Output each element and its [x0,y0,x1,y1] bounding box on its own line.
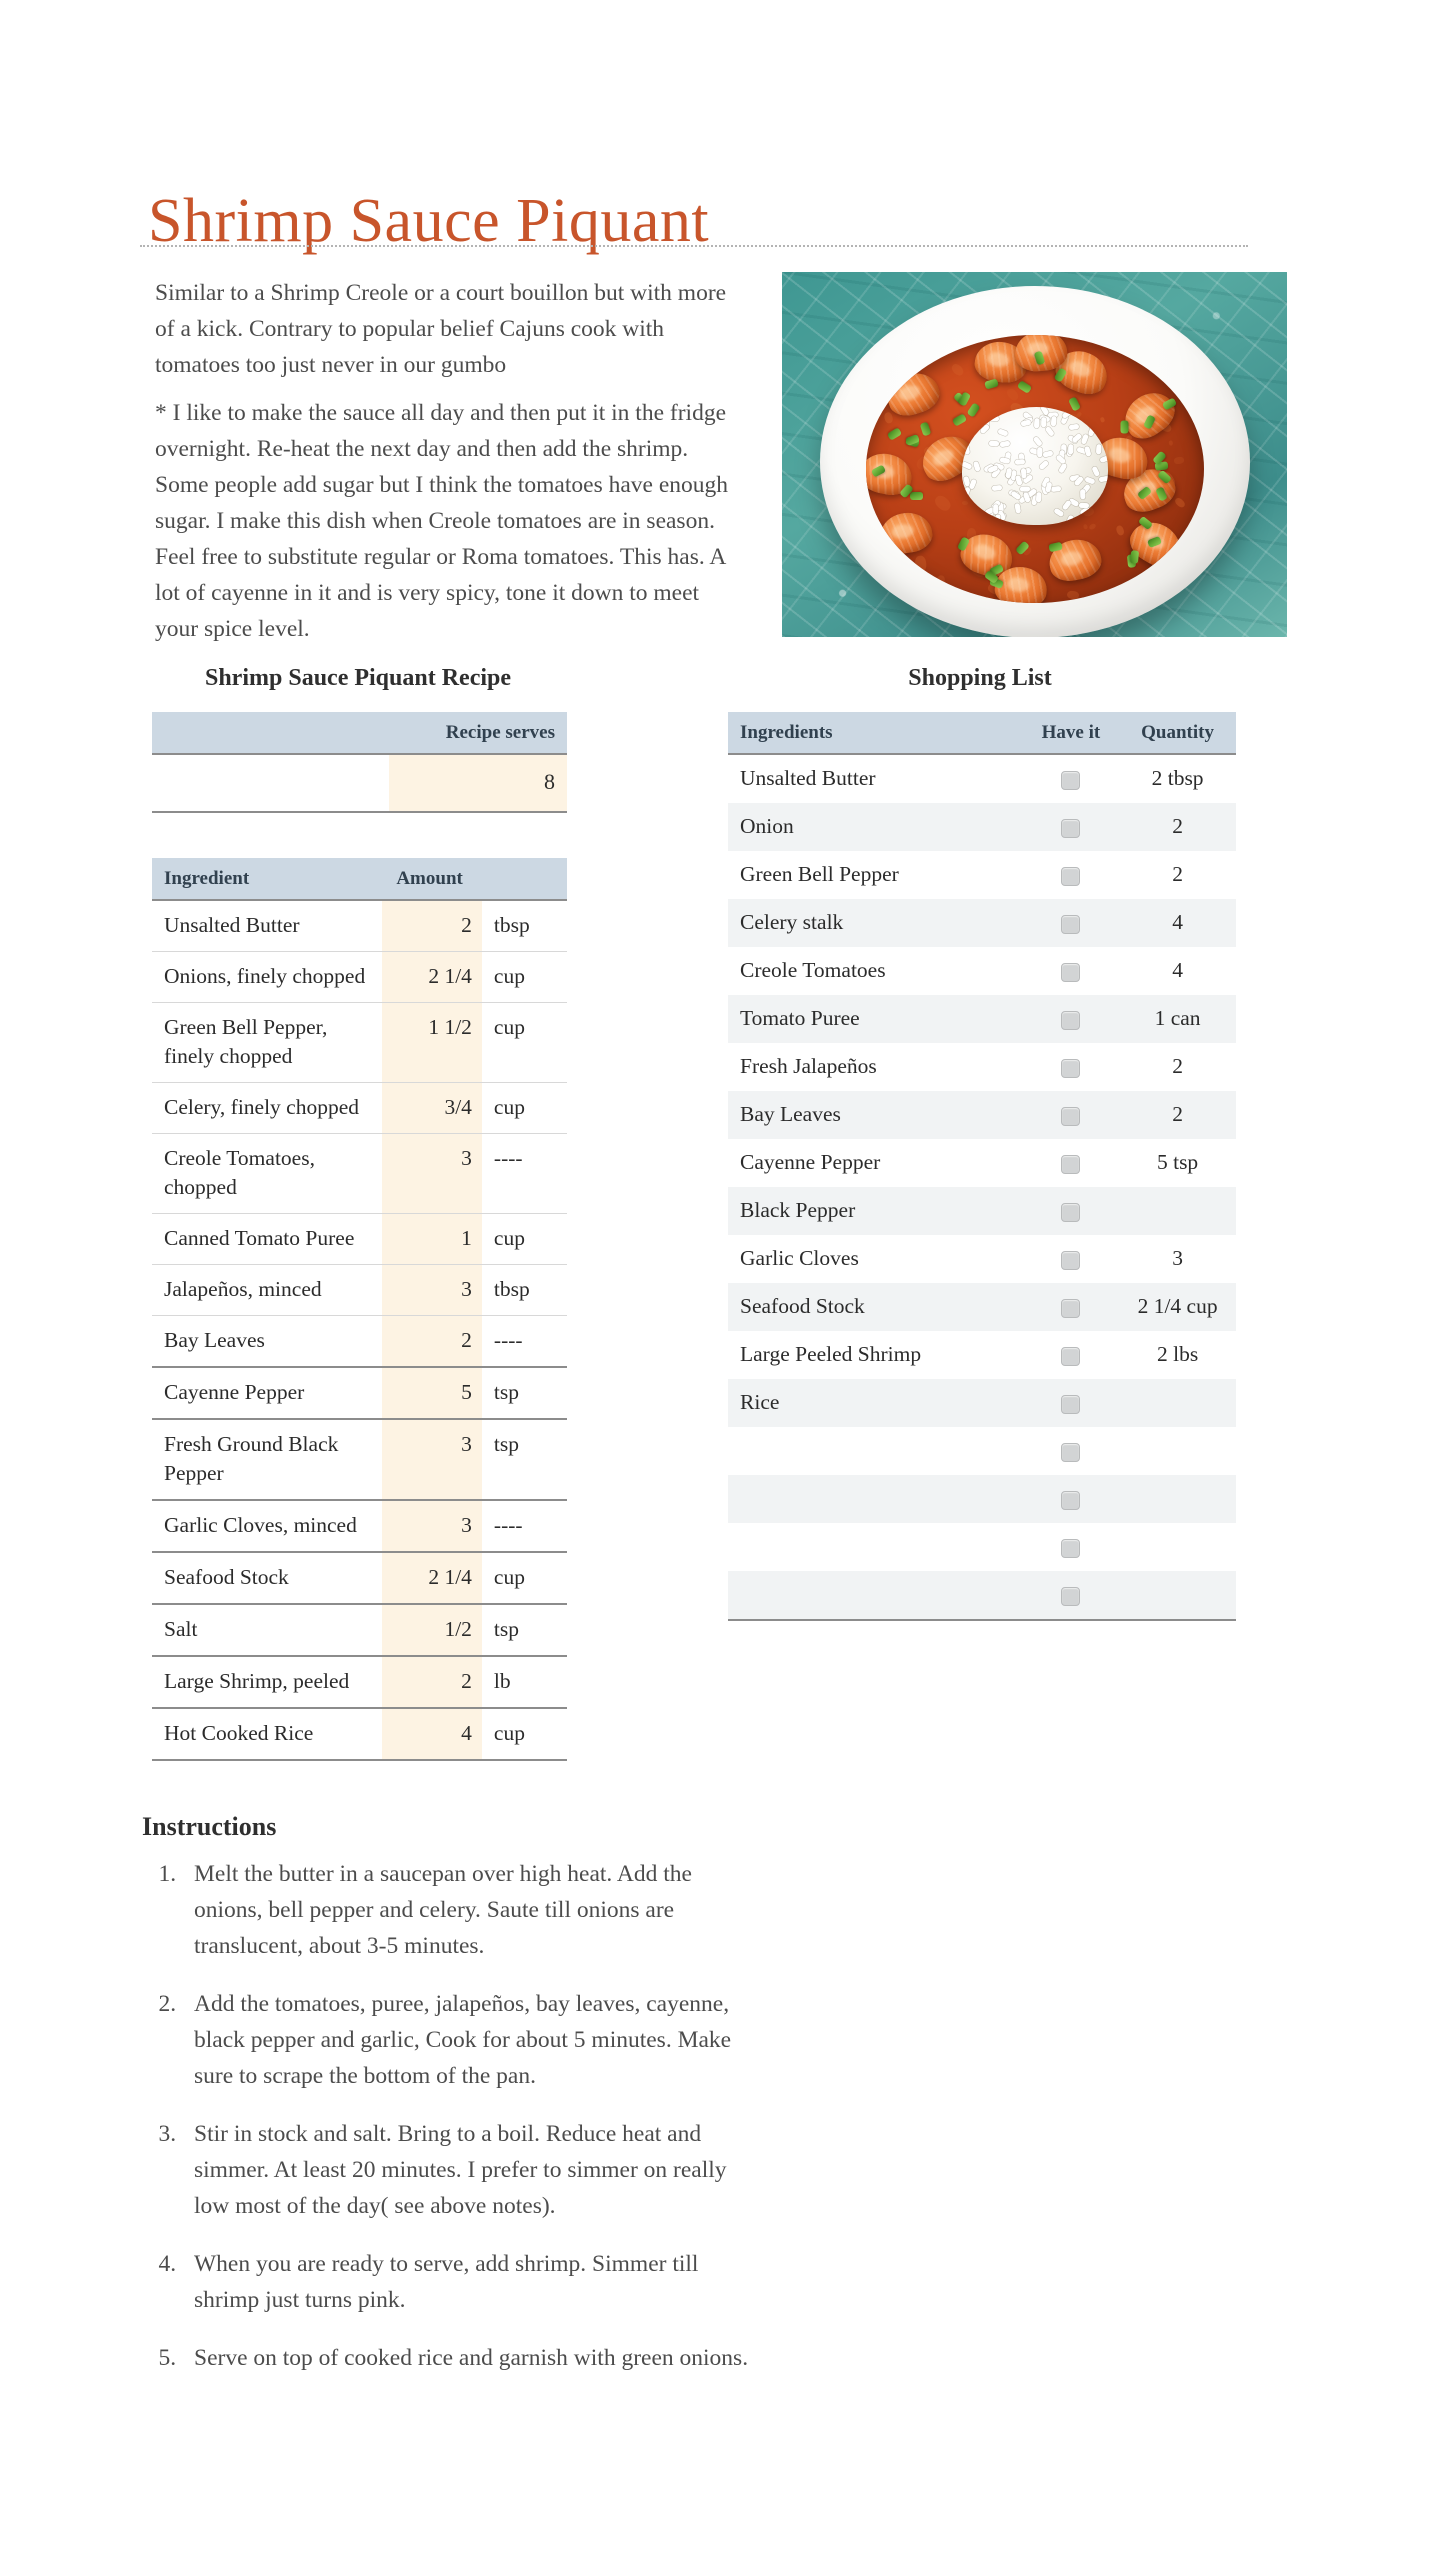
page-title: Shrimp Sauce Piquant [148,186,710,255]
shopping-item-quantity[interactable]: 2 lbs [1119,1331,1236,1379]
ingredient-name: Celery, finely chopped [152,1083,382,1134]
shopping-item-quantity[interactable]: 2 [1119,1043,1236,1091]
list-item [728,1523,1236,1571]
ingredient-name: Salt [152,1604,382,1656]
checkbox-unchecked-icon[interactable] [1061,1155,1080,1174]
shopping-item-name: Creole Tomatoes [728,947,1023,995]
checkbox-unchecked-icon[interactable] [1061,819,1080,838]
shopping-item-quantity[interactable]: 1 can [1119,995,1236,1043]
shopping-item-quantity[interactable] [1119,1379,1236,1427]
checkbox-unchecked-icon[interactable] [1061,771,1080,790]
scallion-piece [910,492,923,500]
checkbox-unchecked-icon[interactable] [1061,1203,1080,1222]
instruction-step: 4. When you are ready to serve, add shrimp. Simmer till shrimp just turns pink. [182,2246,760,2318]
have-it-cell [1023,851,1120,899]
ingredient-amount[interactable]: 2 1/4 [382,952,482,1003]
shopping-item-quantity[interactable]: 2 tbsp [1119,754,1236,803]
serves-row [152,754,567,812]
table-row [152,1367,567,1419]
instruction-step: 2. Add the tomatoes, puree, jalapeños, bay leaves, cayenne, black pepper and garlic, Cook for about 5 minutes. Make sure to scrape the bottom of the pan. [182,1986,760,2094]
ingredient-unit: tbsp [482,1265,567,1316]
instruction-step: 5. Serve on top of cooked rice and garnish with green onions. [182,2340,760,2376]
ingredient-name: Creole Tomatoes, chopped [152,1134,382,1214]
shopping-item-name: Celery stalk [728,899,1023,947]
shopping-item-quantity[interactable]: 4 [1119,947,1236,995]
shopping-item-quantity[interactable]: 5 tsp [1119,1139,1236,1187]
ingredient-amount[interactable]: 3/4 [382,1083,482,1134]
checkbox-unchecked-icon[interactable] [1061,1347,1080,1366]
rice-mound [962,407,1108,525]
ingredient-unit: tsp [482,1367,567,1419]
table-row [152,1604,567,1656]
instruction-step: 3. Stir in stock and salt. Bring to a boil. Reduce heat and simmer. At least 20 minutes. I prefer to simmer on really low most of the day( see above notes). [182,2116,760,2224]
shopping-item-quantity[interactable]: 4 [1119,899,1236,947]
list-item [728,1283,1236,1331]
ingredient-unit: cup [482,1083,567,1134]
shopping-item-name: Bay Leaves [728,1091,1023,1139]
list-item [728,1139,1236,1187]
shopping-list-title: Shopping List [908,665,1052,691]
shopping-item-name: Fresh Jalapeños [728,1043,1023,1091]
list-item [728,1043,1236,1091]
ingredient-amount[interactable]: 1 1/2 [382,1003,482,1083]
list-item [728,1427,1236,1475]
ingredient-unit: lb [482,1656,567,1708]
ingredient-name: Garlic Cloves, minced [152,1500,382,1552]
shopping-item-name: Cayenne Pepper [728,1139,1023,1187]
have-it-cell [1023,1043,1120,1091]
checkbox-unchecked-icon[interactable] [1061,1059,1080,1078]
ingredient-unit: tbsp [482,900,567,952]
title-divider [140,245,1248,247]
have-it-cell [1023,1235,1120,1283]
list-item [728,851,1236,899]
have-it-cell [1023,1187,1120,1235]
ingredient-table [152,858,567,1761]
ingredient-unit: ---- [482,1134,567,1214]
shopping-item-quantity[interactable] [1119,1187,1236,1235]
checkbox-unchecked-icon[interactable] [1061,867,1080,886]
have-it-cell [1023,1091,1120,1139]
have-it-cell [1023,1331,1120,1379]
checkbox-unchecked-icon[interactable] [1061,915,1080,934]
ingredient-name: Hot Cooked Rice [152,1708,382,1760]
shopping-have-it-header: Have it [1023,712,1120,754]
intro-paragraph-2: * I like to make the sauce all day and then put it in the fridge overnight. Re-heat the next day and then add the shrimp. Some people add sugar but I think the tomatoes have enough sugar. I make this dish when Creole tomatoes are in season. Feel free to substitute regular or Roma tomatoes. This has. A lot of cayenne in it and is very spicy, tone it down to meet your spice level. [155,400,729,642]
table-row [152,900,567,952]
table-row [152,1003,567,1083]
table-row [152,1083,567,1134]
shopping-item-name: Onion [728,803,1023,851]
shopping-item-quantity[interactable]: 2 [1119,803,1236,851]
have-it-cell [1023,1427,1120,1475]
checkbox-unchecked-icon[interactable] [1061,1251,1080,1270]
instructions-title: Instructions [142,1812,277,1841]
table-row [152,1134,567,1214]
checkbox-unchecked-icon[interactable] [1061,963,1080,982]
shopping-item-name: Unsalted Butter [728,754,1023,803]
shopping-item-quantity[interactable] [1119,1571,1236,1620]
have-it-cell [1023,1379,1120,1427]
unit-column-header [482,858,567,900]
shopping-item-quantity[interactable] [1119,1523,1236,1571]
ingredient-amount[interactable]: 1/2 [382,1604,482,1656]
amount-column-header: Amount [382,858,482,900]
intro-paragraph-1: Similar to a Shrimp Creole or a court bouillon but with more of a kick. Contrary to popular belief Cajuns cook with tomatoes too just never in our gumbo [155,280,727,378]
serves-value[interactable]: 8 [389,754,567,812]
shopping-item-quantity[interactable] [1119,1427,1236,1475]
list-item [728,1331,1236,1379]
serves-header-blank [152,712,389,754]
bowl-interior-sauce [866,335,1204,603]
ingredient-unit: cup [482,1552,567,1604]
instruction-steps-list [140,1856,760,2376]
table-row [152,1214,567,1265]
ingredient-amount[interactable]: 2 [382,1656,482,1708]
shopping-item-name [728,1475,1023,1523]
ingredient-amount[interactable]: 2 [382,900,482,952]
list-item [728,1379,1236,1427]
list-item [728,1091,1236,1139]
ingredient-name: Jalapeños, minced [152,1265,382,1316]
list-item [728,803,1236,851]
have-it-cell [1023,754,1120,803]
recipe-photo [782,272,1287,637]
intro-text-block [155,275,728,659]
ingredient-amount[interactable]: 2 1/4 [382,1552,482,1604]
have-it-cell [1023,995,1120,1043]
shrimp-sauce-piquant-photo [782,272,1287,637]
shopping-quantity-header: Quantity [1119,712,1236,754]
ingredient-amount[interactable]: 1 [382,1214,482,1265]
shopping-item-quantity[interactable]: 2 1/4 cup [1119,1283,1236,1331]
shopping-item-name [728,1571,1023,1620]
list-item [728,995,1236,1043]
have-it-cell [1023,1283,1120,1331]
shopping-list-table [728,712,1236,1621]
have-it-cell [1023,947,1120,995]
bowl-rim [820,286,1250,637]
checkbox-unchecked-icon[interactable] [1061,1107,1080,1126]
scallion-piece [1120,421,1128,434]
serves-blank-cell [152,754,389,812]
shopping-item-name: Green Bell Pepper [728,851,1023,899]
table-row [152,1552,567,1604]
shopping-item-name: Large Peeled Shrimp [728,1331,1023,1379]
recipe-serves-table [152,712,567,813]
instruction-step: 1. Melt the butter in a saucepan over high heat. Add the onions, bell pepper and celery. Saute till onions are translucent, about 3-5 minutes. [182,1856,760,1964]
shopping-ingredients-header: Ingredients [728,712,1023,754]
table-row [152,952,567,1003]
ingredient-name: Bay Leaves [152,1316,382,1368]
ingredient-name: Canned Tomato Puree [152,1214,382,1265]
checkbox-unchecked-icon[interactable] [1061,1299,1080,1318]
table-row [152,1656,567,1708]
list-item [728,754,1236,803]
ingredient-unit: cup [482,952,567,1003]
checkbox-unchecked-icon[interactable] [1061,1011,1080,1030]
checkbox-unchecked-icon[interactable] [1061,1443,1080,1462]
checkbox-unchecked-icon[interactable] [1061,1395,1080,1414]
have-it-cell [1023,1523,1120,1571]
ingredient-unit: ---- [482,1316,567,1368]
ingredient-name: Seafood Stock [152,1552,382,1604]
have-it-cell [1023,803,1120,851]
list-item [728,1571,1236,1620]
ingredient-unit: cup [482,1708,567,1760]
recipe-table-title: Shrimp Sauce Piquant Recipe [204,665,512,691]
shopping-item-name: Black Pepper [728,1187,1023,1235]
have-it-cell [1023,1139,1120,1187]
shopping-item-name: Tomato Puree [728,995,1023,1043]
table-row [152,1265,567,1316]
shopping-item-quantity[interactable]: 3 [1119,1235,1236,1283]
checkbox-unchecked-icon[interactable] [1061,1491,1080,1510]
have-it-cell [1023,1571,1120,1620]
instructions-section [140,1812,760,2398]
ingredient-amount[interactable]: 3 [382,1419,482,1500]
ingredient-amount[interactable]: 2 [382,1316,482,1368]
list-item [728,1235,1236,1283]
shopping-item-name: Garlic Cloves [728,1235,1023,1283]
table-row [152,1708,567,1760]
shopping-item-quantity[interactable]: 2 [1119,1091,1236,1139]
ingredient-unit: cup [482,1214,567,1265]
checkbox-unchecked-icon[interactable] [1061,1539,1080,1558]
table-row [152,1500,567,1552]
ingredient-name: Large Shrimp, peeled [152,1656,382,1708]
shopping-item-quantity[interactable] [1119,1475,1236,1523]
checkbox-unchecked-icon[interactable] [1061,1587,1080,1606]
ingredient-name: Fresh Ground Black Pepper [152,1419,382,1500]
list-item [728,947,1236,995]
have-it-cell [1023,1475,1120,1523]
ingredient-name: Unsalted Butter [152,900,382,952]
ingredient-amount[interactable]: 4 [382,1708,482,1760]
ingredient-name: Cayenne Pepper [152,1367,382,1419]
ingredient-name: Onions, finely chopped [152,952,382,1003]
ingredient-column-header: Ingredient [152,858,382,900]
shopping-item-name [728,1427,1023,1475]
ingredient-amount[interactable]: 5 [382,1367,482,1419]
ingredient-amount[interactable]: 3 [382,1134,482,1214]
ingredient-unit: cup [482,1003,567,1083]
shopping-item-name: Rice [728,1379,1023,1427]
shopping-item-quantity[interactable]: 2 [1119,851,1236,899]
list-item [728,1475,1236,1523]
shopping-item-name: Seafood Stock [728,1283,1023,1331]
ingredient-unit: tsp [482,1419,567,1500]
ingredient-amount[interactable]: 3 [382,1265,482,1316]
shopping-item-name [728,1523,1023,1571]
ingredient-unit: tsp [482,1604,567,1656]
ingredient-amount[interactable]: 3 [382,1500,482,1552]
ingredient-name: Green Bell Pepper, finely chopped [152,1003,382,1083]
have-it-cell [1023,899,1120,947]
list-item [728,899,1236,947]
ingredient-unit: ---- [482,1500,567,1552]
list-item [728,1187,1236,1235]
table-row [152,1316,567,1368]
table-row [152,1419,567,1500]
serves-header-label: Recipe serves [389,712,567,754]
